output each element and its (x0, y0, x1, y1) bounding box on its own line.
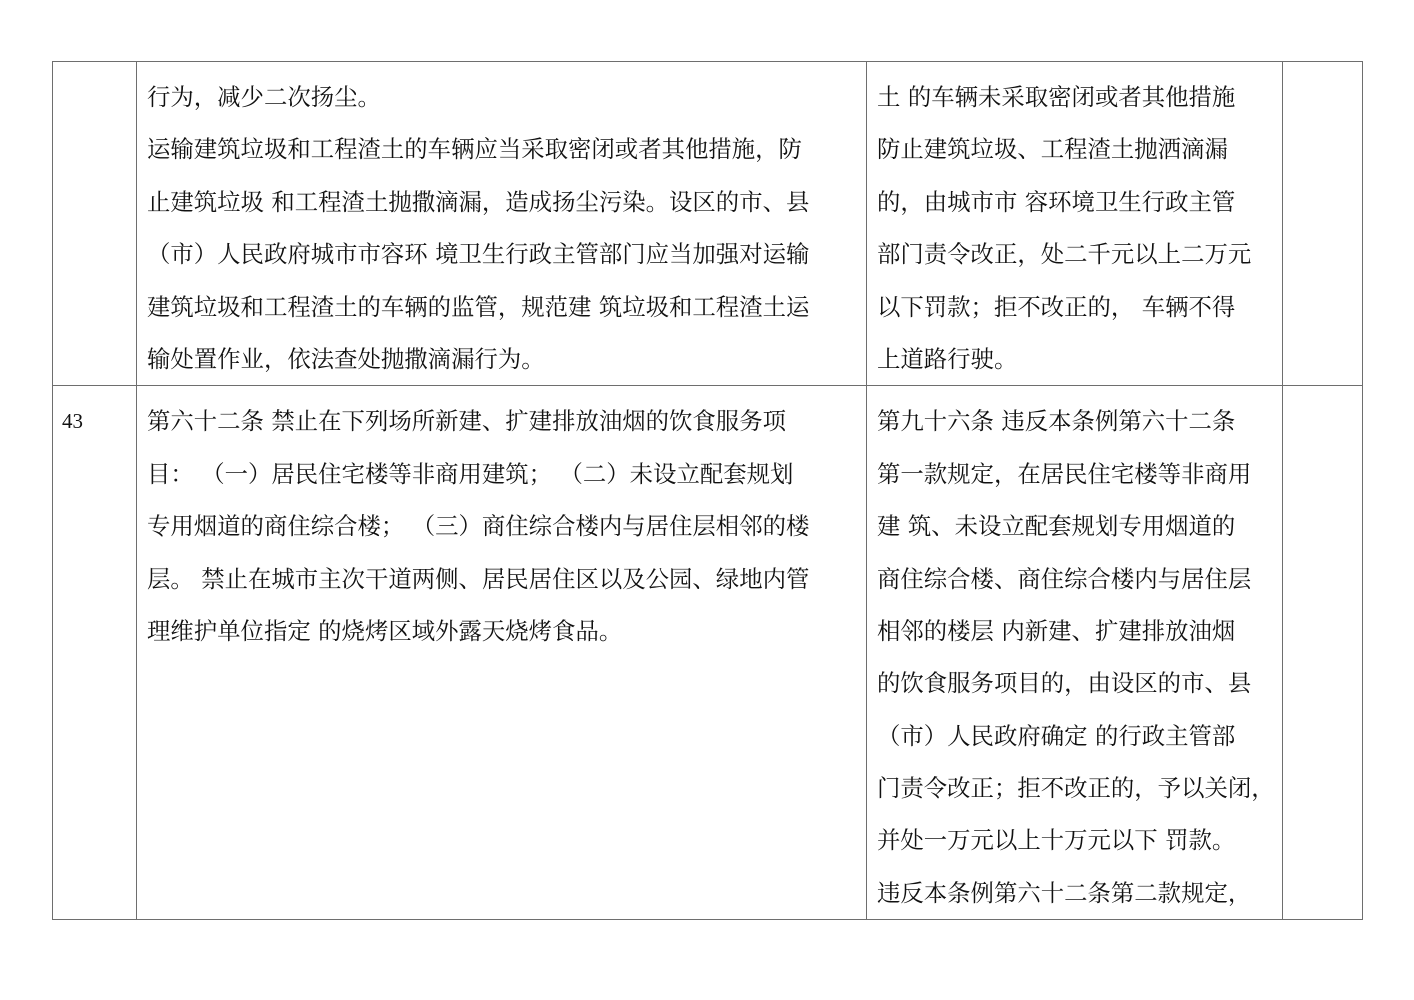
provision-text (137, 62, 866, 385)
provision-line: 运输建筑垃圾和工程渣土的车辆应当采取密闭或者其他措施，防 (147, 135, 802, 164)
penalty-line: （市）人民政府确定 的行政主管部 (877, 721, 1236, 750)
provision-line: 层。 禁止在城市主次干道两侧、居民居住区以及公园、绿地内管 (147, 564, 810, 593)
provision-line: （市）人民政府城市市容环 境卫生行政主管部门应当加强对运输 (147, 240, 810, 269)
penalty-line: 商住综合楼、商住综合楼内与居住层 (877, 564, 1252, 593)
regulation-table (52, 61, 1363, 920)
row-number-cell (53, 386, 137, 920)
penalty-line: 防止建筑垃圾、工程渣土抛洒滴漏 (877, 135, 1228, 164)
penalty-line: 上道路行驶。 (877, 344, 1018, 373)
penalty-line: 的，由城市市 容环境卫生行政主管 (877, 187, 1236, 216)
penalty-line: 以下罚款；拒不改正的， 车辆不得 (877, 292, 1236, 321)
penalty-line: 的饮食服务项目的，由设区的市、县 (877, 669, 1252, 698)
provision-line: 止建筑垃圾 和工程渣土抛撒滴漏，造成扬尘污染。设区的市、县 (147, 187, 810, 216)
provision-line: 输处置作业，依法查处抛撒滴漏行为。 (147, 344, 545, 373)
penalty-line: 违反本条例第六十二条第二款规定， (877, 878, 1252, 907)
penalty-text (867, 386, 1282, 919)
provision-text (137, 386, 866, 657)
row-number (53, 62, 136, 71)
penalty-line: 相邻的楼层 内新建、扩建排放油烟 (877, 616, 1236, 645)
penalty-line: 部门责令改正，处二千元以上二万元 (877, 240, 1252, 269)
table-row (53, 386, 1363, 920)
penalty-line: 土 的车辆未采取密闭或者其他措施 (877, 83, 1236, 111)
provision-line: 行为，减少二次扬尘。 (147, 83, 381, 111)
penalty-line: 建 筑、未设立配套规划专用烟道的 (877, 512, 1236, 541)
note-cell (1283, 386, 1363, 920)
provision-line: 理维护单位指定 的烧烤区域外露天烧烤食品。 (147, 616, 623, 645)
row-number-cell (53, 62, 137, 386)
provision-cell (137, 62, 867, 386)
penalty-text (867, 62, 1282, 385)
penalty-line: 门责令改正；拒不改正的，予以关闭， (877, 774, 1275, 803)
note-cell (1283, 62, 1363, 386)
provision-cell (137, 386, 867, 920)
penalty-line: 第九十六条 违反本条例第六十二条 (877, 407, 1236, 436)
penalty-line: 第一款规定，在居民住宅楼等非商用 (877, 459, 1252, 488)
penalty-line: 并处一万元以上十万元以下 罚款。 (877, 826, 1236, 855)
provision-line: 专用烟道的商住综合楼； （三）商住综合楼内与居住层相邻的楼 (147, 512, 810, 541)
penalty-cell (867, 386, 1283, 920)
provision-line: 第六十二条 禁止在下列场所新建、扩建排放油烟的饮食服务项 (147, 407, 786, 436)
row-number: 43 (62, 409, 83, 434)
provision-line: 建筑垃圾和工程渣土的车辆的监管，规范建 筑垃圾和工程渣土运 (147, 292, 810, 321)
table-row (53, 62, 1363, 386)
penalty-cell (867, 62, 1283, 386)
provision-line: 目： （一）居民住宅楼等非商用建筑； （二）未设立配套规划 (147, 459, 794, 488)
